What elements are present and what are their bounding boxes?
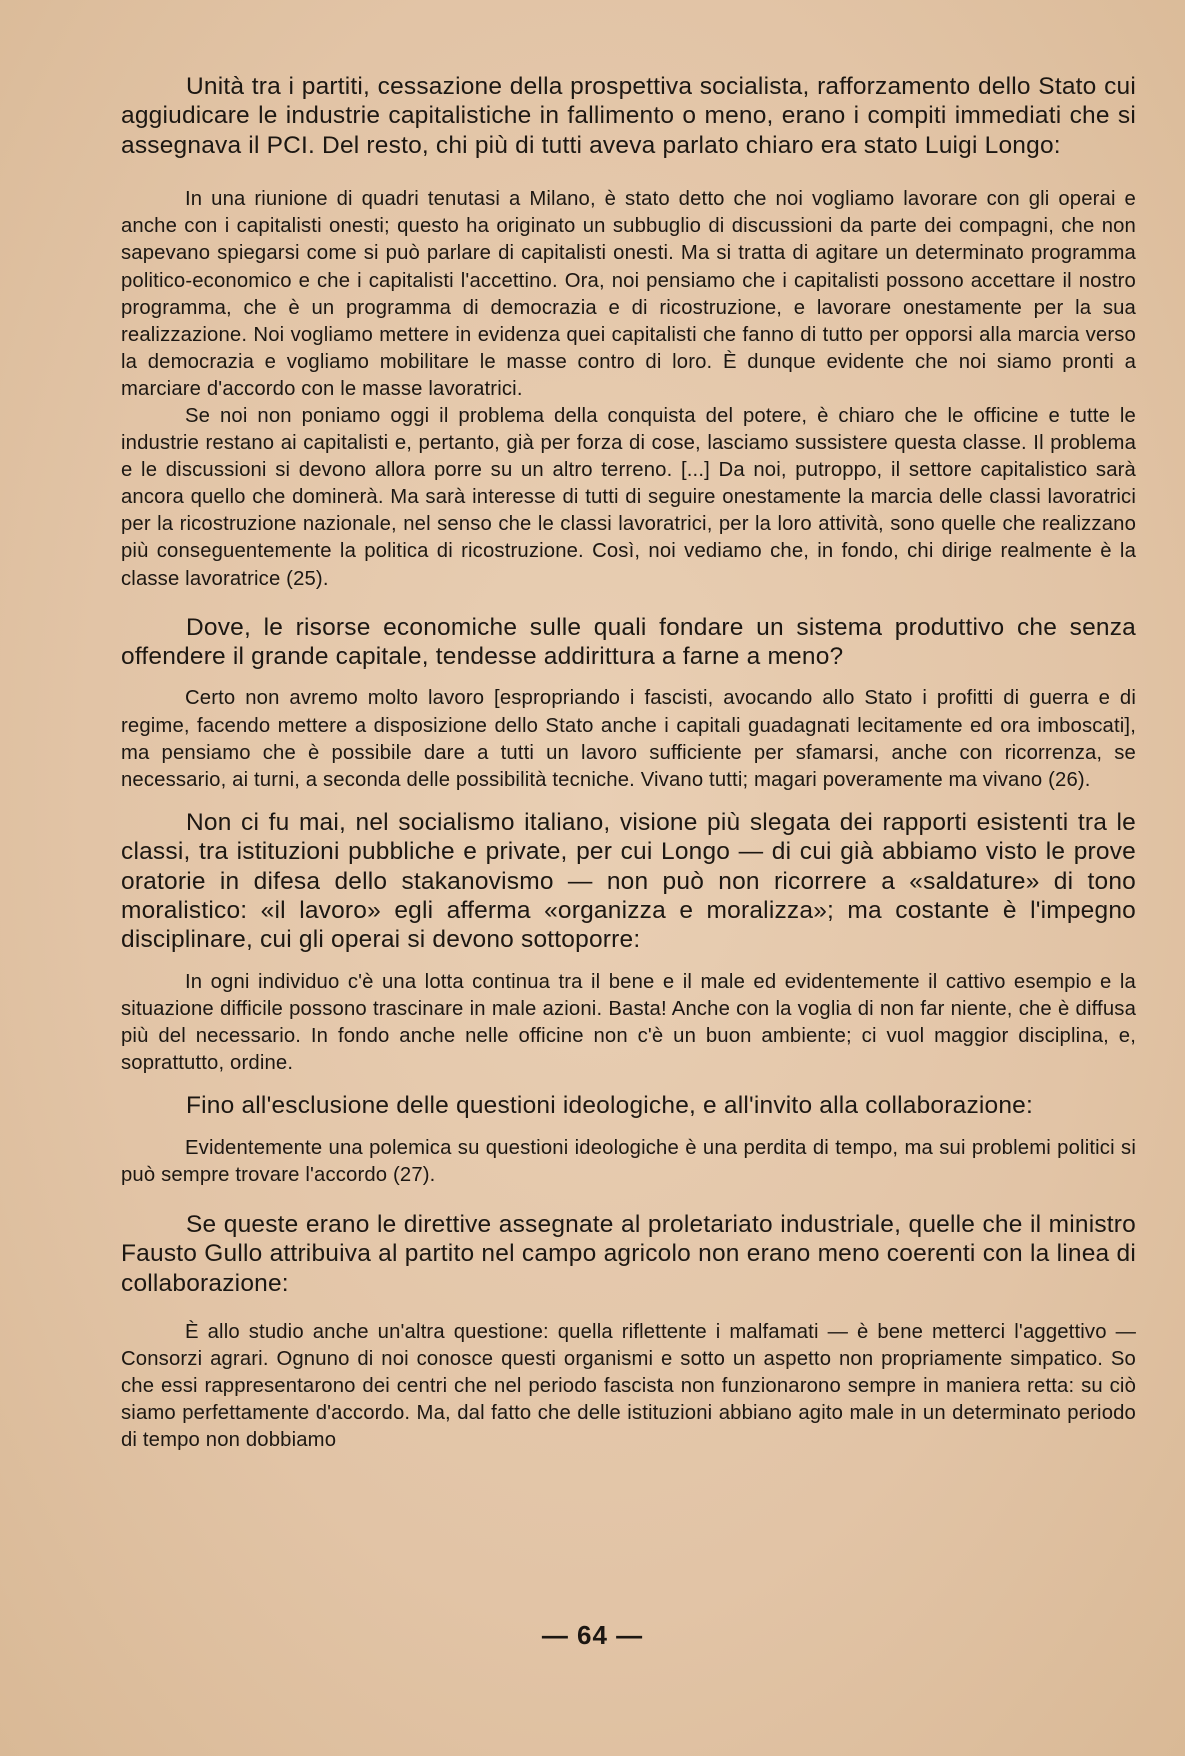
- quote-discipline: In ogni individuo c'è una lotta continua tra il bene e il male ed evidentemente il cattivo esempio e la situazione difficile possono trascinare in male azioni. Basta! Anche con la voglia di non far niente, che è diffusa più del necessario. In fondo anche nelle officine non c'è un buon ambiente; ci vuol maggior disciplina, e, soprattutto, ordine.: [121, 970, 1136, 1075]
- paragraph-resources: Dove, le risorse economiche sulle quali fondare un sistema produttivo che senza offendere il grande capitale, tendesse addirittura a farne a meno?: [121, 613, 1136, 671]
- quote-ideology: Evidentemente una polemica su questioni ideologiche è una perdita di tempo, ma sui problemi politici si può sempre trovare l'accordo (27).: [121, 1136, 1136, 1186]
- paragraph-agriculture: Se queste erano le direttive assegnate al proletariato industriale, quelle che il ministro Fausto Gullo attribuiva al partito nel campo agricolo non erano meno coerenti con la linea di collaborazione:: [121, 1210, 1136, 1297]
- quote-longo-2: Se noi non poniamo oggi il problema della conquista del potere, è chiaro che le officine e tutte le industrie restano ai capitalisti e, pertanto, già per forza di cose, lasciamo sussistere questa classe. Il problema e le discussioni si devono allora porre su un altro terreno. [...] Da noi, putroppo, il settore capitalistico sarà ancora quello che dominerà. Ma sarà interesse di tutti di seguire onestamente la marcia delle classi lavoratrici per la ricostruzione nazionale, nel senso che le classi lavoratrici, per la loro attività, sono quelle che realizzano più conseguentemente la politica di ricostruzione. Così, noi vediamo che, in fondo, chi dirige realmente è la classe lavoratrice (25).: [121, 404, 1136, 590]
- paragraph-socialism: Non ci fu mai, nel socialismo italiano, visione più slegata dei rapporti esistenti tra le classi, tra istituzioni pubbliche e private, per cui Longo — di cui già abbiamo visto le prove oratorie in difesa dello stakanovismo — non può non ricorrere a «saldature» di tono moralistico: «il lavoro» egli afferma «organizza e moralizza»; ma costante è l'impegno disciplinare, cui gli operai si devono sottoporre:: [121, 808, 1136, 954]
- quote-work: Certo non avremo molto lavoro [espropriando i fascisti, avocando allo Stato i profitti di guerra e di regime, facendo mettere a disposizione dello Stato anche i capitali guadagnati lecitamente ed ora imboscati], ma pensiamo che è possibile dare a tutti un lavoro sufficiente per sfamarsi, anche con ricorrenza, se necessario, ai turni, a seconda delle possibilità tecniche. Vivano tutti; magari poveramente ma vivano (26).: [121, 687, 1136, 791]
- paragraph-ideology: Fino all'esclusione delle questioni ideologiche, e all'invito alla collaborazione:: [186, 1092, 1034, 1120]
- page-number: — 64 —: [541, 1620, 644, 1650]
- paragraph-intro: Unità tra i partiti, cessazione della prospettiva socialista, rafforzamento dello Stato cui aggiudicare le industrie capitalistiche in fallimento o meno, erano i compiti immediati che si assegnava il PCI. Del resto, chi più di tutti aveva parlato chiaro era stato Luigi Longo:: [121, 73, 1136, 159]
- quote-longo-1: In una riunione di quadri tenutasi a Milano, è stato detto che noi vogliamo lavorare con gli operai e anche con i capitalisti onesti; questo ha originato un subbuglio di discussioni da parte dei compagni, che non sapevano spiegarsi come si può parlare di capitalisti onesti. Ma si tratta di agitare un determinato programma politico-economico e che i capitalisti l'accettino. Ora, noi pensiamo che i capitalisti possono accettare il nostro programma, che è un programma di democrazia e di ricostruzione, e lavorare onestamente per la sua realizzazione. Noi vogliamo mettere in evidenza quei capitalisti che fanno di tutto per opporsi alla marcia verso la democrazia e vogliamo mobilitare le masse contro di loro. È dunque evidente che noi siamo pronti a marciare d'accordo con le masse lavoratrici.: [121, 188, 1136, 400]
- page-body: [121, 72, 1136, 1455]
- quote-consorzi: È allo studio anche un'altra questione: quella riflettente i malfamati — è bene metterci l'aggettivo — Consorzi agrari. Ognuno di noi conosce questi organismi e sotto un aspetto non propriamente simpatico. So che essi rappresentarono dei centri che nel periodo fascista non funzionarono sempre in maniera retta: su ciò siamo perfettamente d'accordo. Ma, dal fatto che delle istituzioni abbiano agito male in un determinato periodo di tempo non dobbiamo: [121, 1321, 1136, 1452]
